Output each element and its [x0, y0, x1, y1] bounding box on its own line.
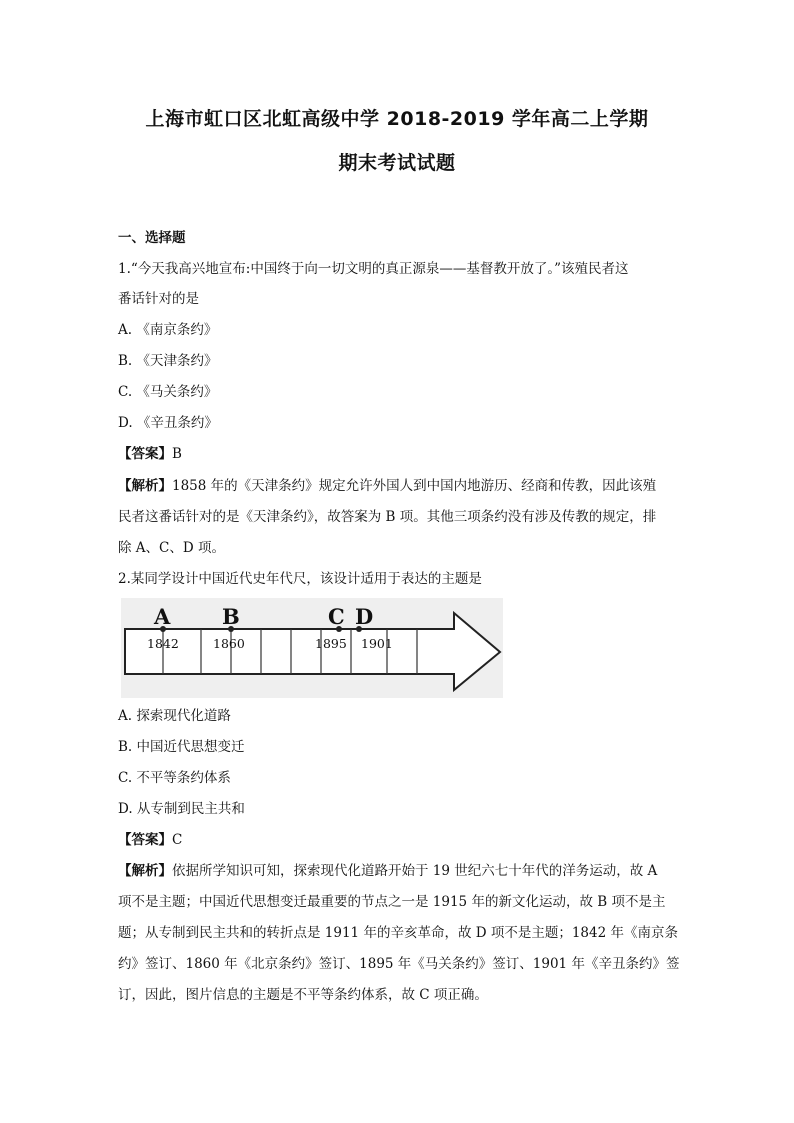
q2-stem: 2.某同学设计中国近代史年代尺，该设计适用于表达的主题是	[118, 571, 482, 587]
timeline-letter-d: D	[355, 604, 374, 629]
q2-option-a: A. 探索现代化道路	[118, 708, 231, 724]
q2-analysis-line2: 项不是主题；中国近代思想变迁最重要的节点之一是 1915 年的新文化运动，故 B 项不是主	[118, 894, 666, 910]
q2-option-c: C. 不平等条约体系	[118, 770, 231, 786]
q1-answer-label: 【答案】	[118, 446, 172, 462]
section-heading: 一、选择题	[118, 230, 186, 246]
timeline-year-1895: 1895	[315, 636, 347, 651]
q1-answer-value: B	[172, 446, 182, 462]
timeline-letter-a: A	[154, 604, 171, 629]
q1-option-a: A. 《南京条约》	[118, 322, 218, 338]
q1-option-c: C. 《马关条约》	[118, 384, 218, 400]
q2-option-d: D. 从专制到民主共和	[118, 801, 245, 817]
timeline-figure	[121, 598, 503, 698]
timeline-year-1842: 1842	[147, 636, 179, 651]
timeline-letter-c: C	[328, 604, 345, 629]
q2-analysis-line5: 订，因此，图片信息的主题是不平等条约体系，故 C 项正确。	[118, 987, 488, 1003]
q2-answer-value: C	[172, 832, 183, 848]
document-title-line2: 期末考试试题	[338, 152, 456, 174]
q2-answer	[118, 831, 182, 849]
timeline-year-1901: 1901	[361, 636, 393, 651]
q1-stem-line1: 1.“今天我高兴地宣布:中国终于向一切文明的真正源泉——基督教开放了。”该殖民者这	[118, 261, 629, 277]
q1-analysis-label: 【解析】	[118, 478, 172, 494]
q1-analysis-line1	[118, 477, 656, 495]
q1-option-b: B. 《天津条约》	[118, 353, 218, 369]
q1-answer	[118, 445, 182, 463]
timeline-letter-b: B	[222, 604, 240, 629]
q1-analysis-line2: 民者这番话针对的是《天津条约》，故答案为 B 项。其他三项条约没有涉及传教的规定，排	[118, 509, 657, 525]
q2-analysis-text1: 依据所学知识可知，探索现代化道路开始于 19 世纪六七十年代的洋务运动，故 A	[172, 863, 658, 879]
q2-answer-label: 【答案】	[118, 832, 172, 848]
document-title-line1: 上海市虹口区北虹高级中学 2018-2019 学年高二上学期	[145, 108, 649, 130]
q1-analysis-line3: 除 A、C、D 项。	[118, 540, 225, 556]
q1-stem-line2: 番话针对的是	[118, 291, 199, 307]
q2-analysis-line3: 题；从专制到民主共和的转折点是 1911 年的辛亥革命，故 D 项不是主题；1842 年《南京条	[118, 925, 678, 941]
q2-option-b: B. 中国近代思想变迁	[118, 739, 245, 755]
q1-option-d: D. 《辛丑条约》	[118, 415, 218, 431]
timeline-year-1860: 1860	[213, 636, 245, 651]
q1-analysis-text1: 1858 年的《天津条约》规定允许外国人到中国内地游历、经商和传教，因此该殖	[172, 478, 657, 494]
q2-analysis-label: 【解析】	[118, 863, 172, 879]
q2-analysis-line1	[118, 862, 657, 880]
q2-analysis-line4: 约》签订、1860 年《北京条约》签订、1895 年《马关条约》签订、1901 年《辛丑条约》签	[118, 956, 680, 972]
